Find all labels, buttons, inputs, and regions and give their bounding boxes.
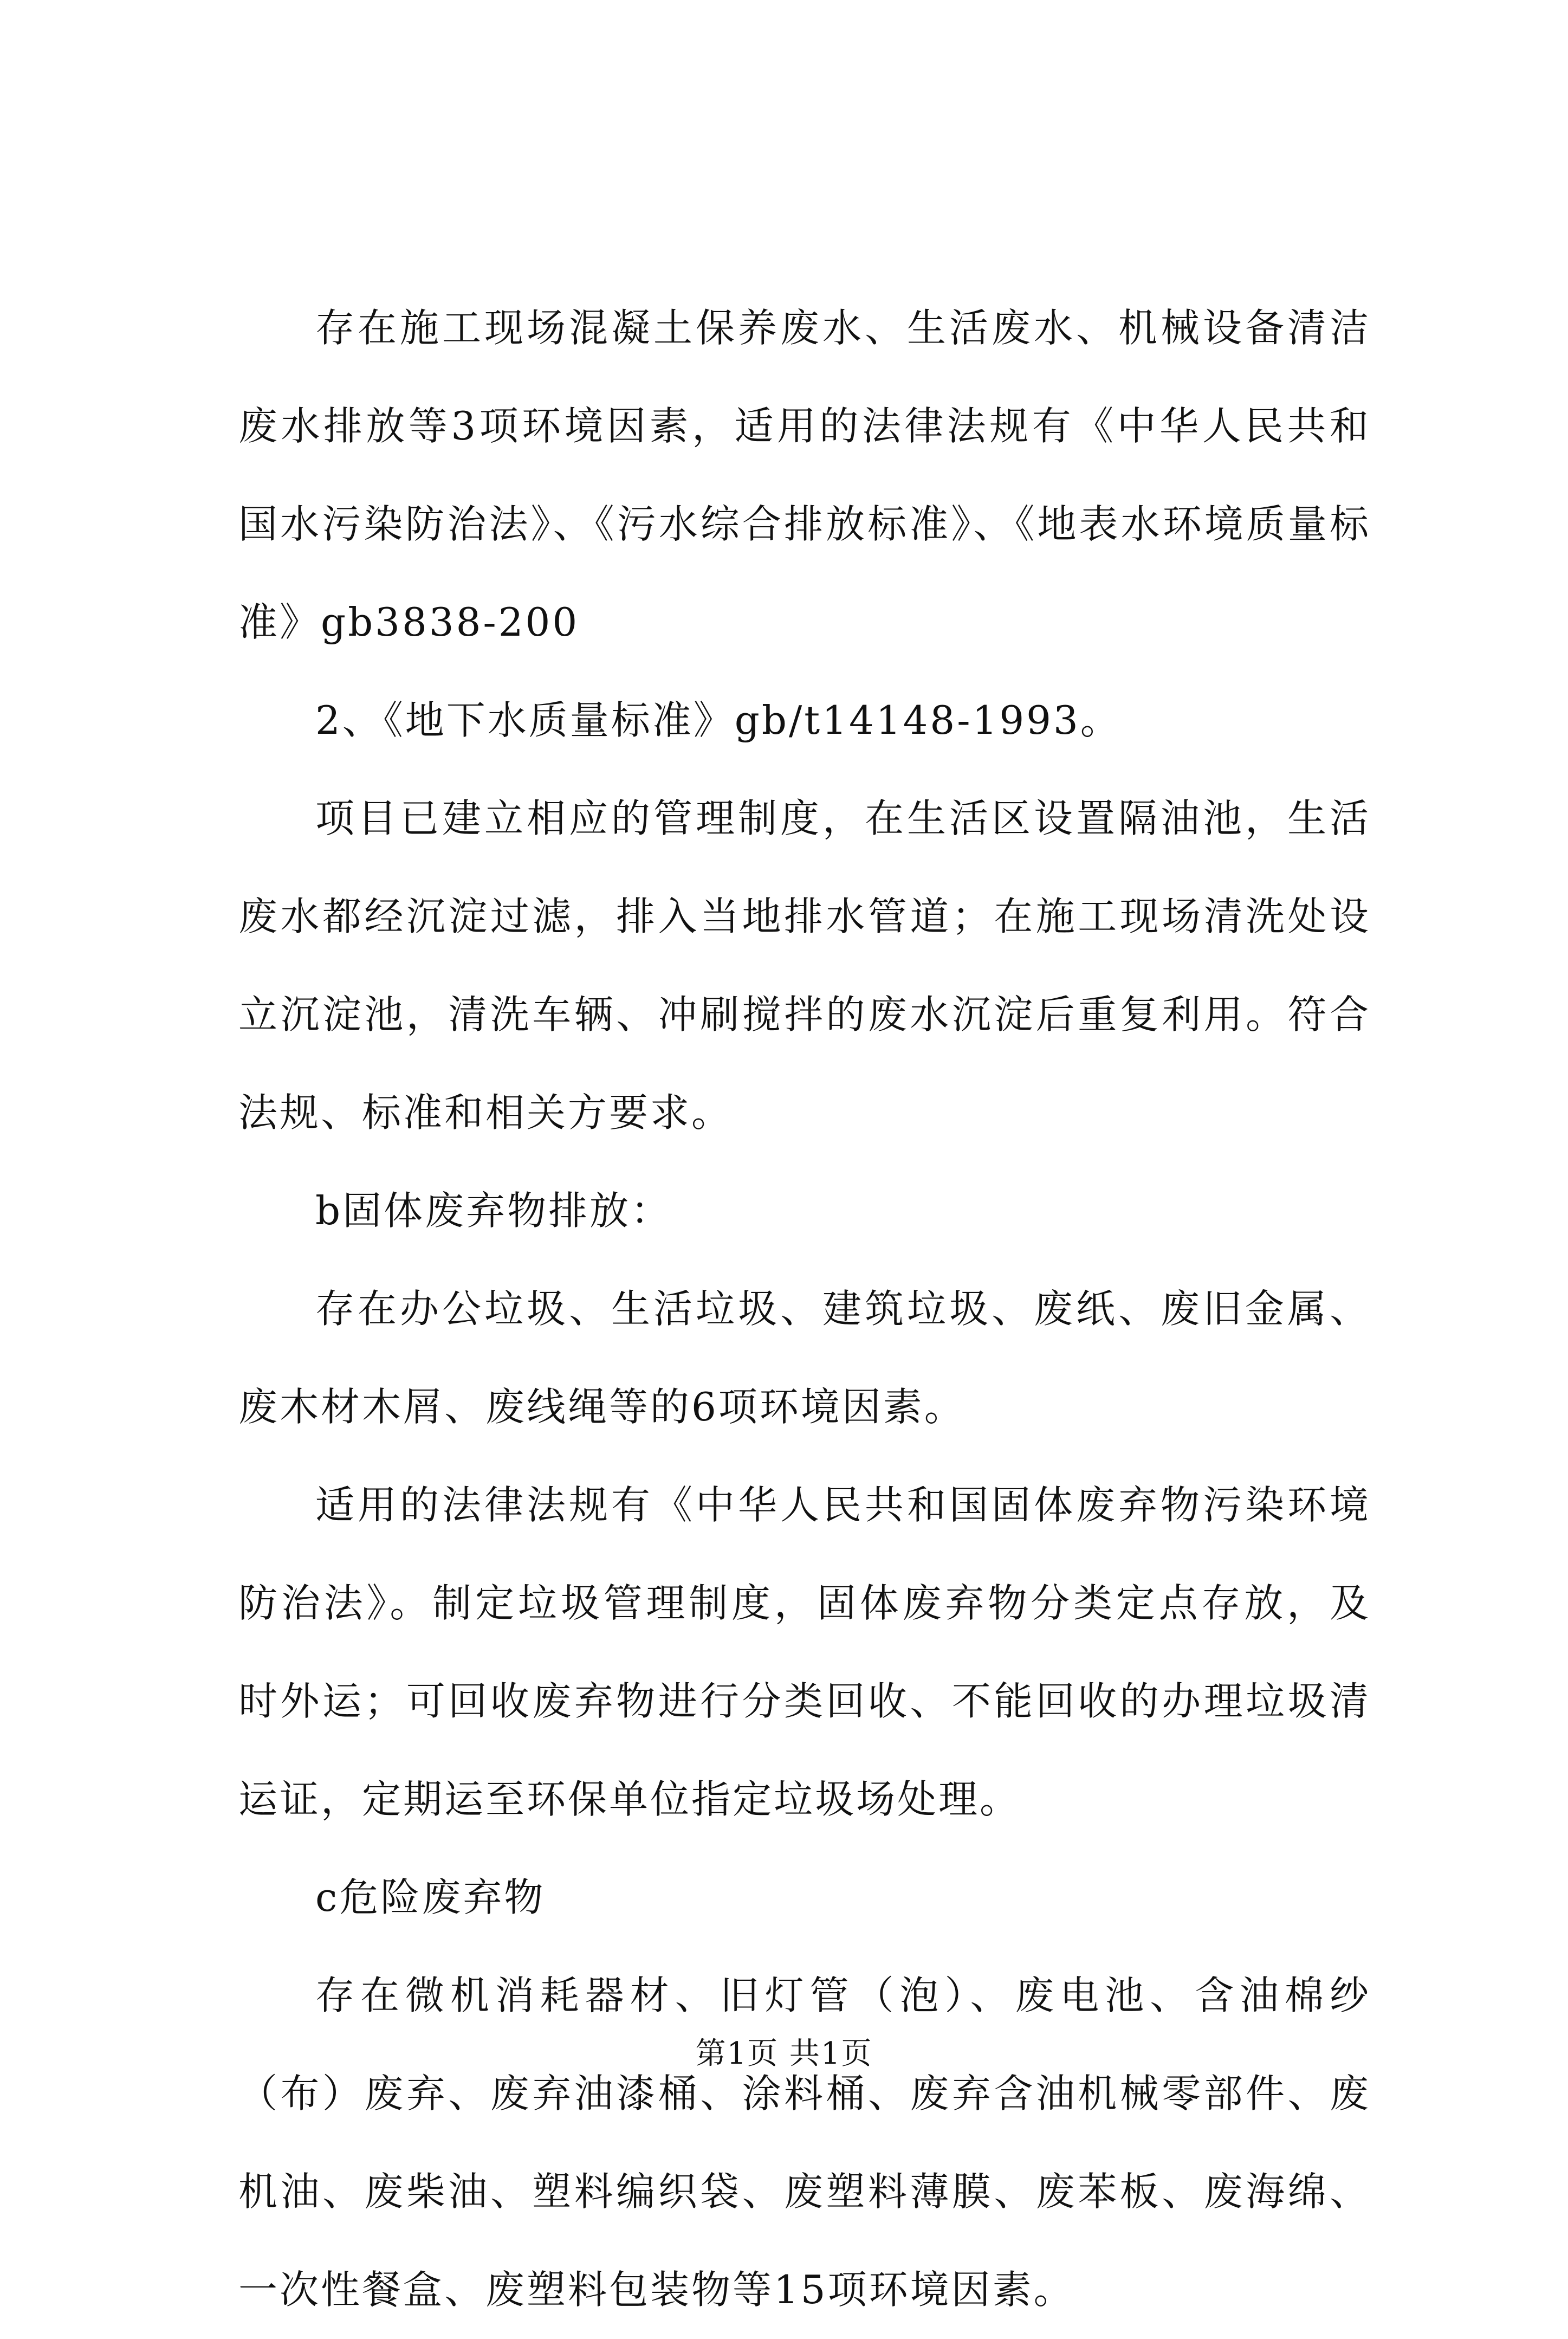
heading-hazardous-waste: c危险废弃物 <box>315 1875 546 1920</box>
paragraph-solid-waste-factors: 存在办公垃圾、生活垃圾、建筑垃圾、废纸、废旧金属、废木材木屑、废线绳等的6项环境因素。 <box>238 1286 1371 1430</box>
heading-solid-waste: b固体废弃物排放： <box>315 1188 672 1233</box>
page-footer: 第1页 共1页 <box>695 2036 873 2071</box>
paragraph-solid-waste-law: 适用的法律法规有《中华人民共和国固体废弃物污染环境防治法》。制定垃圾管理制度，固体废弃物分类定点存放，及时外运；可回收废弃物进行分类回收、不能回收的办理垃圾清运证，定期运至环保单位指定垃圾场处理。 <box>238 1482 1371 1822</box>
paragraph-management-measures: 项目已建立相应的管理制度，在生活区设置隔油池，生活废水都经沉淀过滤，排入当地排水管道；在施工现场清洗处设立沉淀池，清洗车辆、冲刷搅拌的废水沉淀后重复利用。符合法规、标准和相关方要求。 <box>238 796 1371 1135</box>
paragraph-groundwater-standard: 2、《地下水质量标准》gb/t14148-1993。 <box>315 697 1122 743</box>
paragraph-hazardous-waste-factors: 存在微机消耗器材、旧灯管（泡）、废电池、含油棉纱（布）废弃、废弃油漆桶、涂料桶、废弃含油机械零部件、废机油、废柴油、塑料编织袋、废塑料薄膜、废苯板、废海绵、一次性餐盒、废塑料包装物等15项环境因素。 <box>238 1973 1371 2312</box>
paragraph-water-discharge: 存在施工现场混凝土保养废水、生活废水、机械设备清洁废水排放等3项环境因素，适用的法律法规有《中华人民共和国水污染防治法》、《污水综合排放标准》、《地表水环境质量标准》gb3838-200 <box>238 305 1371 645</box>
